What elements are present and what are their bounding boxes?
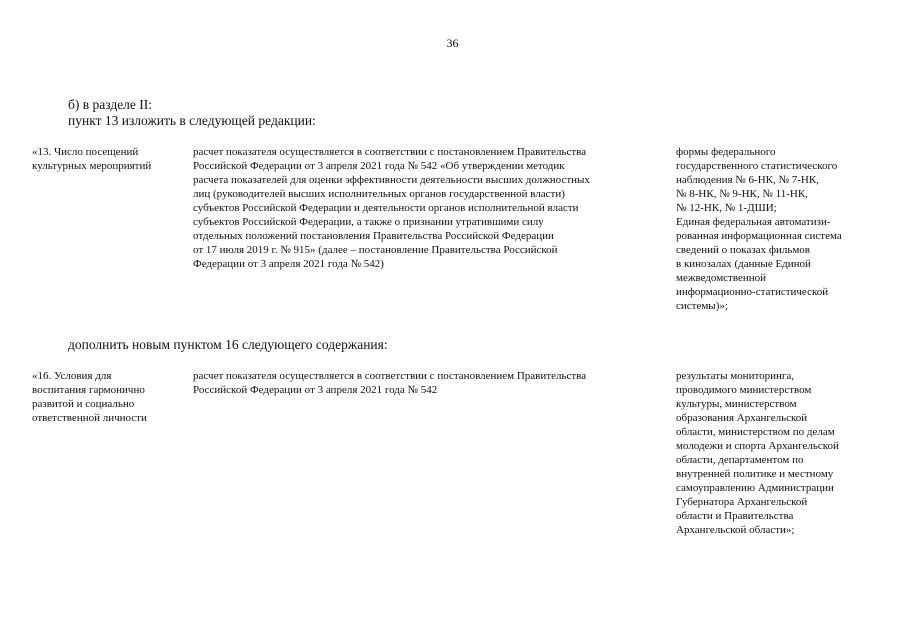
text-line: Губернатора Архангельской	[676, 496, 808, 508]
item-16-addition-heading: дополнить новым пунктом 16 следующего содержания:	[68, 337, 388, 352]
text-line: Российской Федерации от 3 апреля 2021 года № 542	[193, 384, 438, 396]
text-line: в кинозалах (данные Единой	[676, 258, 811, 270]
text-line: культурных мероприятий	[32, 160, 152, 172]
text-line: «16. Условия для	[32, 370, 112, 382]
text-line: № 12-НК, № 1-ДШИ;	[676, 202, 777, 214]
row-13-indicator	[32, 145, 182, 173]
text-line: Единая федеральная автоматизи-	[676, 216, 831, 228]
text-line: субъектов Российской Федерации, а также о признании утратившими силу	[193, 216, 544, 228]
text-line: № 8-НК, № 9-НК, № 11-НК,	[676, 188, 808, 200]
item-13-instruction: пункт 13 изложить в следующей редакции:	[68, 113, 316, 128]
text-line: информационно-статистической	[676, 286, 829, 298]
text-line: проводимого министерством	[676, 384, 812, 396]
text-line: молодежи и спорта Архангельской	[676, 440, 839, 452]
text-line: расчета показателей для оценки эффективности деятельности высших должностных	[193, 174, 590, 186]
text-line: расчет показателя осуществляется в соответствии с постановлением Правительства	[193, 370, 587, 382]
text-line: области и Правительства	[676, 510, 794, 522]
row-16-method	[193, 369, 663, 397]
text-line: Федерации от 3 апреля 2021 года № 542)	[193, 258, 384, 270]
row-16-indicator	[32, 369, 182, 425]
row-16-source	[676, 369, 881, 537]
text-line: развитой и социально	[32, 398, 135, 410]
section-intro-line: б) в разделе II:	[68, 97, 153, 112]
text-line: Российской Федерации от 3 апреля 2021 года № 542 «Об утверждении методик	[193, 160, 565, 172]
text-line: расчет показателя осуществляется в соответствии с постановлением Правительства	[193, 146, 587, 158]
row-13-method	[193, 145, 663, 271]
text-line: межведомственной	[676, 272, 767, 284]
text-line: самоуправлению Администрации	[676, 482, 834, 494]
text-line: рованная информационная система	[676, 230, 842, 242]
text-line: формы федерального	[676, 146, 776, 158]
text-line: наблюдения № 6-НК, № 7-НК,	[676, 174, 819, 186]
text-line: области, департаментом по	[676, 454, 804, 466]
text-line: образования Архангельской	[676, 412, 808, 424]
row-13-source	[676, 145, 881, 313]
text-line: результаты мониторинга,	[676, 370, 795, 382]
text-line: области, министерством по делам	[676, 426, 835, 438]
text-line: сведений о показах фильмов	[676, 244, 810, 256]
text-line: Архангельской области»;	[676, 524, 795, 536]
text-line: системы)»;	[676, 300, 728, 312]
text-line: отдельных положений постановления Правительства Российской Федерации	[193, 230, 554, 242]
page-number: 36	[446, 36, 459, 50]
text-line: государственного статистического	[676, 160, 838, 172]
text-line: лиц (руководителей высших исполнительных органов государственной власти)	[193, 188, 565, 200]
text-line: внутренней политике и местному	[676, 468, 834, 480]
text-line: ответственной личности	[32, 412, 147, 424]
text-line: от 17 июля 2019 г. № 915» (далее – постановление Правительства Российской	[193, 244, 558, 256]
text-line: «13. Число посещений	[32, 146, 139, 158]
text-line: воспитания гармонично	[32, 384, 145, 396]
text-line: субъектов Российской Федерации и деятельности органов исполнительной власти	[193, 202, 579, 214]
text-line: культуры, министерством	[676, 398, 797, 410]
